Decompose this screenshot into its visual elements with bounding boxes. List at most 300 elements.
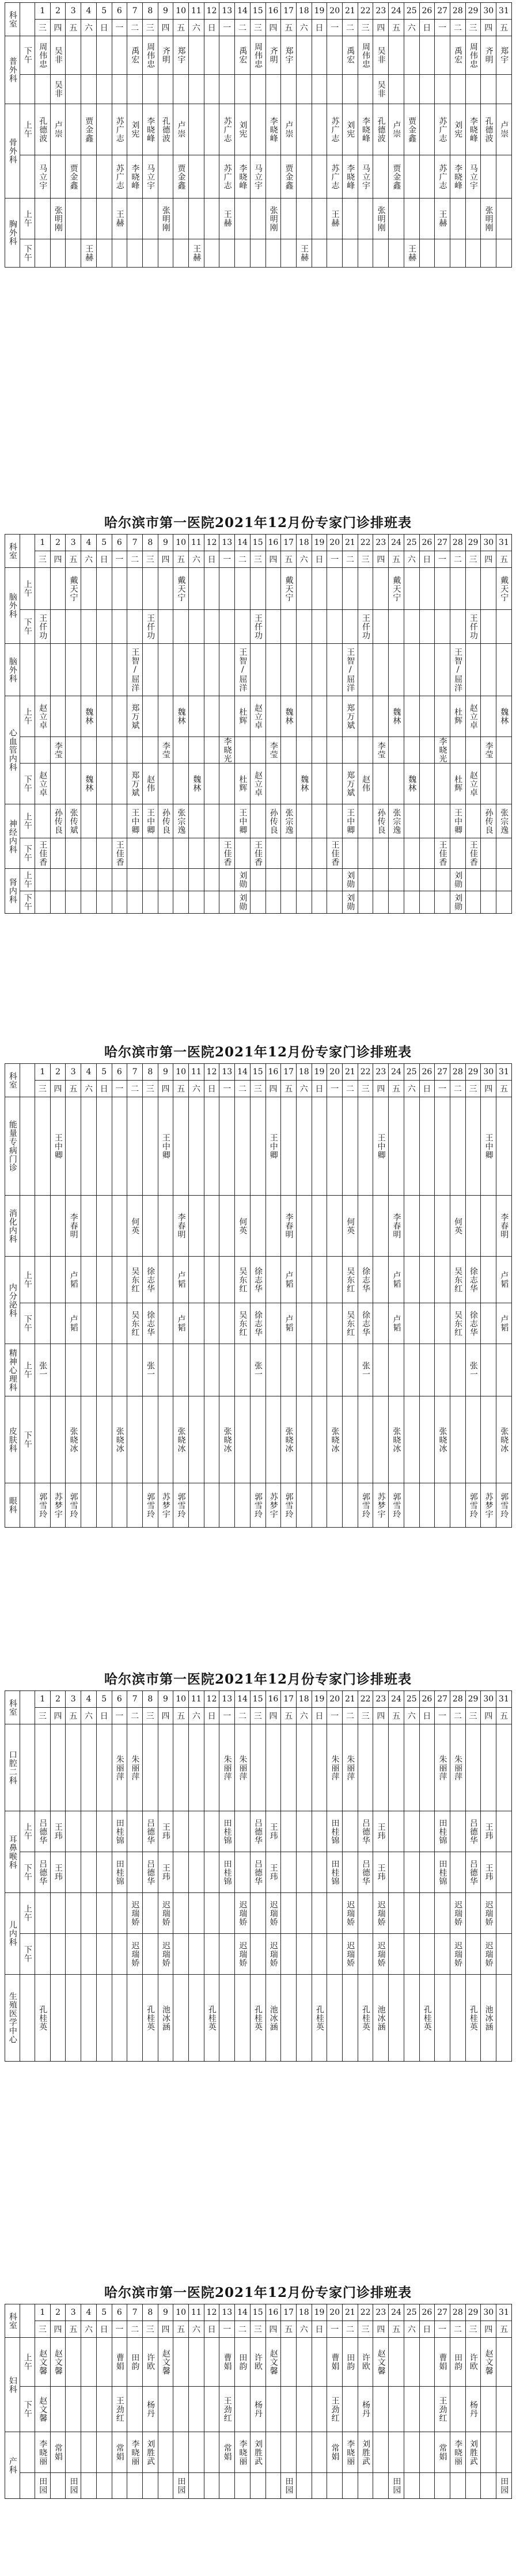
doctor-name: 吕德华 (361, 1859, 370, 1886)
weekday-cell: 四 (373, 551, 389, 568)
table-row (5, 1483, 512, 1528)
department-name: 眼科 (7, 1497, 17, 1514)
doctor-name: 何英 (346, 1217, 355, 1235)
schedule-cell (465, 1852, 481, 1893)
schedule-cell (127, 36, 143, 75)
schedule-cell (373, 644, 389, 696)
doctor-name: 周伟忠 (38, 42, 48, 68)
doctor-name: 刘勋 (238, 871, 248, 888)
date-cell: 16 (265, 1691, 281, 1708)
schedule-cell (450, 199, 465, 239)
schedule-cell (373, 610, 389, 644)
schedule-cell (204, 1303, 219, 1344)
schedule-cell (189, 1852, 204, 1893)
weekday-cell: 日 (204, 20, 219, 36)
schedule-cell (142, 869, 158, 891)
schedule-cell (158, 104, 173, 155)
weekday-cell: 六 (81, 2321, 97, 2338)
doctor-name: 田园 (284, 2477, 294, 2494)
schedule-cell (389, 804, 404, 838)
doctor-name: 刘勋 (238, 894, 248, 911)
schedule-cell (81, 1257, 97, 1303)
schedule-cell (204, 1724, 219, 1811)
schedule-cell (96, 1483, 112, 1528)
schedule-cell (219, 104, 235, 155)
schedule-cell (389, 1724, 404, 1811)
schedule-cell (496, 75, 512, 104)
doctor-name: 田园 (392, 2477, 401, 2494)
schedule-cell (127, 199, 143, 239)
date-cell: 31 (496, 2304, 512, 2321)
schedule-cell (158, 1344, 173, 1396)
date-cell: 25 (404, 1064, 419, 1081)
schedule-cell (404, 1257, 419, 1303)
schedule-cell (81, 1724, 97, 1811)
department-cell (5, 1344, 20, 1396)
schedule-cell (96, 199, 112, 239)
doctor-name: 戴天宁 (69, 575, 78, 602)
weekday-cell: 日 (419, 1081, 435, 1097)
date-cell: 23 (373, 1691, 389, 1708)
schedule-cell (327, 1396, 343, 1483)
weekday-cell: 五 (389, 1081, 404, 1097)
doctor-name: 郭雪玲 (176, 1492, 186, 1518)
schedule-cell (312, 568, 327, 610)
schedule-cell (158, 1852, 173, 1893)
schedule-cell (127, 610, 143, 644)
schedule-cell (158, 764, 173, 804)
schedule-cell (281, 838, 297, 869)
doctor-name: 王赫 (222, 210, 232, 227)
schedule-cell (66, 644, 81, 696)
schedule-cell (265, 610, 281, 644)
doctor-name: 朱丽萍 (453, 1754, 463, 1781)
doctor-name: 王赫 (115, 210, 124, 227)
schedule-cell (496, 838, 512, 869)
date-cell: 2 (50, 535, 66, 551)
schedule-cell (250, 2432, 265, 2473)
doctor-name: 苏梦宇 (161, 1492, 170, 1518)
schedule-cell (496, 1097, 512, 1196)
schedule-cell (496, 1196, 512, 1257)
weekday-cell: 三 (35, 1081, 51, 1097)
period-label: 下午 (22, 245, 32, 262)
schedule-cell (343, 104, 358, 155)
schedule-cell (465, 104, 481, 155)
schedule-cell (158, 1303, 173, 1344)
period-cell (20, 239, 35, 268)
schedule-cell (235, 610, 251, 644)
schedule-cell (204, 644, 219, 696)
header-period (20, 535, 35, 568)
schedule-cell (250, 869, 265, 891)
schedule-cell (389, 1097, 404, 1196)
weekday-cell: 六 (296, 1081, 312, 1097)
schedule-cell (127, 1934, 143, 1975)
doctor-name: 刘宪 (346, 121, 355, 138)
schedule-cell (312, 1724, 327, 1811)
schedule-cell (250, 36, 265, 75)
schedule-cell (158, 1811, 173, 1852)
doctor-name: 苏广志 (330, 116, 340, 143)
schedule-cell (50, 75, 66, 104)
table-row (5, 1893, 512, 1934)
doctor-name: 朱丽萍 (222, 1754, 232, 1781)
schedule-cell (81, 155, 97, 199)
schedule-cell (50, 36, 66, 75)
doctor-name: 迟瑞娇 (268, 1941, 278, 1967)
schedule-cell (127, 239, 143, 268)
doctor-name: 郑万斌 (346, 770, 355, 797)
schedule-cell (250, 1303, 265, 1344)
doctor-name: 王劲红 (330, 2396, 340, 2422)
doctor-name: 王仟功 (253, 613, 263, 640)
schedule-cell (343, 838, 358, 869)
doctor-name: 张晓冰 (330, 1426, 340, 1453)
header-period (20, 1691, 35, 1724)
date-cell: 17 (281, 1064, 297, 1081)
schedule-cell (265, 737, 281, 764)
weekday-cell: 五 (389, 551, 404, 568)
schedule-cell (435, 1811, 450, 1852)
weekday-cell: 四 (481, 20, 496, 36)
doctor-name: 朱丽萍 (238, 1754, 248, 1781)
doctor-name: 卢韬 (499, 1271, 509, 1288)
schedule-cell (358, 36, 373, 75)
schedule-cell (127, 1975, 143, 2062)
schedule-cell (50, 838, 66, 869)
doctor-name: 郭雪玲 (38, 1492, 48, 1518)
doctor-name: 郭雪玲 (284, 1492, 294, 1518)
weekday-cell: 四 (481, 2321, 496, 2338)
schedule-cell (327, 1196, 343, 1257)
doctor-name: 何英 (453, 1217, 463, 1235)
date-cell: 19 (312, 2304, 327, 2321)
doctor-name: 卢崇 (392, 121, 401, 138)
schedule-cell (50, 568, 66, 610)
schedule-cell (250, 568, 265, 610)
schedule-cell (450, 2338, 465, 2387)
schedule-cell (96, 75, 112, 104)
schedule-cell (496, 1303, 512, 1344)
schedule-cell (35, 1344, 51, 1396)
doctor-name: 戴天宁 (392, 575, 401, 602)
schedule-cell (450, 1893, 465, 1934)
weekday-cell: 六 (296, 20, 312, 36)
schedule-cell (358, 804, 373, 838)
table-row (5, 1257, 512, 1303)
schedule-cell (373, 1344, 389, 1396)
period-cell (20, 1975, 35, 2062)
schedule-cell (327, 696, 343, 737)
schedule-cell (265, 104, 281, 155)
schedule-cell (219, 696, 235, 737)
date-cell: 10 (173, 1691, 189, 1708)
schedule-cell (81, 1893, 97, 1934)
doctor-name: 孙传良 (161, 808, 170, 834)
schedule-cell (50, 1852, 66, 1893)
schedule-cell (404, 1893, 419, 1934)
weekday-cell: 日 (204, 2321, 219, 2338)
schedule-cell (66, 696, 81, 737)
schedule-cell (296, 1483, 312, 1528)
schedule-cell (419, 1975, 435, 2062)
schedule-cell (327, 104, 343, 155)
date-cell: 5 (96, 1691, 112, 1708)
date-cell: 17 (281, 1691, 297, 1708)
weekday-cell: 三 (465, 2321, 481, 2338)
schedule-cell (496, 737, 512, 764)
schedule-cell (235, 104, 251, 155)
schedule-cell (96, 155, 112, 199)
schedule-cell (204, 1097, 219, 1196)
weekday-cell: 日 (96, 2321, 112, 2338)
schedule-cell (312, 1257, 327, 1303)
date-cell: 4 (81, 2304, 97, 2321)
doctor-name: 郭雪玲 (392, 1492, 401, 1518)
schedule-cell (66, 1934, 81, 1975)
schedule-cell (173, 1934, 189, 1975)
date-cell: 3 (66, 1691, 81, 1708)
schedule-cell (343, 869, 358, 891)
header-row-weekdays (5, 20, 512, 36)
doctor-name: 池冰涵 (484, 2005, 494, 2031)
date-cell: 2 (50, 2304, 66, 2321)
schedule-cell (235, 2432, 251, 2473)
schedule-cell (481, 568, 496, 610)
schedule-cell (265, 1483, 281, 1528)
weekday-cell: 六 (296, 2321, 312, 2338)
schedule-cell (127, 1724, 143, 1811)
schedule-cell (481, 737, 496, 764)
schedule-cell (373, 891, 389, 914)
header-row-dates (5, 3, 512, 20)
schedule-cell (465, 1396, 481, 1483)
schedule-cell (435, 1257, 450, 1303)
doctor-name: 魏林 (176, 708, 186, 725)
header-department (5, 2304, 20, 2338)
doctor-name: 王中卿 (268, 1133, 278, 1159)
schedule-cell (419, 838, 435, 869)
date-cell: 8 (142, 1064, 158, 1081)
schedule-cell (235, 804, 251, 838)
doctor-name: 苏梦宇 (53, 1492, 63, 1518)
schedule-cell (81, 891, 97, 914)
schedule-cell (281, 1344, 297, 1396)
schedule-cell (465, 2338, 481, 2387)
doctor-name: 池冰涵 (268, 2005, 278, 2031)
doctor-name: 吴东红 (238, 1310, 248, 1337)
schedule-cell (96, 764, 112, 804)
schedule-cell (465, 2387, 481, 2432)
date-cell: 24 (389, 1691, 404, 1708)
doctor-name: 朱丽萍 (130, 1754, 140, 1781)
weekday-cell: 三 (250, 20, 265, 36)
schedule-cell (481, 1097, 496, 1196)
weekday-cell: 日 (204, 1081, 219, 1097)
date-cell: 7 (127, 1064, 143, 1081)
schedule-cell (127, 1257, 143, 1303)
table-row (5, 1934, 512, 1975)
schedule-cell (112, 610, 127, 644)
schedule-cell (481, 199, 496, 239)
weekday-cell: 六 (296, 551, 312, 568)
schedule-cell (296, 104, 312, 155)
schedule-cell (435, 1196, 450, 1257)
schedule-cell (281, 104, 297, 155)
doctor-name: 王赫 (299, 245, 309, 262)
schedule-cell (66, 2473, 81, 2499)
date-cell: 18 (296, 3, 312, 20)
department-name: 皮肤科 (7, 1426, 17, 1453)
header-row-dates (5, 2304, 512, 2321)
period-cell (20, 104, 35, 155)
schedule-cell (465, 568, 481, 610)
schedule-cell (173, 891, 189, 914)
department-name: 肾内科 (7, 878, 17, 904)
date-cell: 11 (189, 535, 204, 551)
schedule-cell (465, 696, 481, 737)
schedule-cell (343, 1303, 358, 1344)
schedule-cell (96, 838, 112, 869)
table-row (5, 764, 512, 804)
doctor-name: 张宗逸 (392, 808, 401, 834)
schedule-table (5, 2, 512, 268)
doctor-name: 张一 (253, 1361, 263, 1379)
weekday-cell: 三 (142, 551, 158, 568)
doctor-name: 杨丹 (253, 2401, 263, 2418)
schedule-cell (204, 2387, 219, 2432)
weekday-cell: 五 (281, 1081, 297, 1097)
doctor-name: 郑宇 (176, 47, 186, 64)
schedule-cell (358, 2338, 373, 2387)
schedule-cell (343, 1893, 358, 1934)
date-cell: 18 (296, 1691, 312, 1708)
doctor-name: 王仟功 (361, 613, 370, 640)
schedule-cell (327, 1257, 343, 1303)
schedule-cell (204, 869, 219, 891)
schedule-cell (127, 696, 143, 737)
schedule-cell (235, 1396, 251, 1483)
doctor-name: 王中卿 (453, 808, 463, 834)
schedule-cell (81, 644, 97, 696)
schedule-cell (327, 891, 343, 914)
schedule-cell (81, 2387, 97, 2432)
doctor-name: 杜辉 (238, 708, 248, 725)
schedule-cell (250, 1257, 265, 1303)
department-name: 内分泌科 (7, 1283, 17, 1318)
department-cell (5, 1724, 20, 1811)
doctor-name: 朱丽萍 (438, 1754, 447, 1781)
schedule-cell (96, 1934, 112, 1975)
department-cell (5, 2338, 20, 2432)
weekday-cell: 六 (189, 1081, 204, 1097)
period-cell (20, 1396, 35, 1483)
schedule-cell (496, 36, 512, 75)
doctor-name: 魏林 (299, 775, 309, 792)
date-cell: 23 (373, 535, 389, 551)
doctor-name: 杜辉 (453, 775, 463, 792)
weekday-cell: 四 (158, 20, 173, 36)
schedule-cell (127, 1396, 143, 1483)
date-cell: 24 (389, 2304, 404, 2321)
doctor-name: 苏广志 (330, 163, 340, 190)
schedule-cell (265, 1934, 281, 1975)
date-cell: 16 (265, 535, 281, 551)
date-cell: 31 (496, 3, 512, 20)
date-cell: 20 (327, 3, 343, 20)
doctor-name: 田园 (499, 2477, 509, 2494)
schedule-cell (450, 2387, 465, 2432)
schedule-cell (112, 838, 127, 869)
schedule-cell (235, 869, 251, 891)
doctor-name: 迟瑞娇 (130, 1941, 140, 1967)
doctor-name: 迟瑞娇 (346, 1900, 355, 1926)
schedule-cell (404, 696, 419, 737)
weekday-cell: 二 (450, 2321, 465, 2338)
doctor-name: 朱丽萍 (346, 1754, 355, 1781)
schedule-cell (81, 838, 97, 869)
schedule-cell (327, 75, 343, 104)
schedule-cell (112, 1811, 127, 1852)
doctor-name: 郭雪玲 (253, 1492, 263, 1518)
schedule-cell (419, 75, 435, 104)
schedule-cell (250, 2387, 265, 2432)
schedule-cell (127, 891, 143, 914)
date-cell: 30 (481, 1064, 496, 1081)
schedule-cell (496, 1724, 512, 1811)
date-cell: 27 (435, 1064, 450, 1081)
schedule-cell (35, 1811, 51, 1852)
doctor-name: 李春明 (284, 1213, 294, 1239)
schedule-cell (404, 1303, 419, 1344)
schedule-cell (296, 1811, 312, 1852)
schedule-cell (312, 1303, 327, 1344)
weekday-cell: 二 (343, 1081, 358, 1097)
schedule-cell (481, 239, 496, 268)
schedule-cell (465, 737, 481, 764)
doctor-name: 田桂锦 (222, 1818, 232, 1845)
schedule-cell (373, 155, 389, 199)
schedule-cell (250, 804, 265, 838)
schedule-cell (481, 1483, 496, 1528)
period-cell (20, 1724, 35, 1811)
schedule-cell (496, 1483, 512, 1528)
department-cell (5, 1893, 20, 1975)
schedule-cell (296, 891, 312, 914)
schedule-cell (373, 764, 389, 804)
date-cell: 29 (465, 2304, 481, 2321)
schedule-cell (189, 2432, 204, 2473)
doctor-name: 齐明 (161, 47, 170, 64)
schedule-cell (481, 804, 496, 838)
schedule-cell (296, 1852, 312, 1893)
schedule-cell (281, 2473, 297, 2499)
doctor-name: 朱丽萍 (115, 1754, 124, 1781)
weekday-cell: 三 (250, 2321, 265, 2338)
doctor-name: 王中卿 (346, 808, 355, 834)
schedule-cell (127, 104, 143, 155)
schedule-cell (450, 1344, 465, 1396)
schedule-cell (250, 239, 265, 268)
date-cell: 30 (481, 2304, 496, 2321)
schedule-cell (142, 199, 158, 239)
schedule-cell (142, 1303, 158, 1344)
doctor-name: 李莹 (268, 741, 278, 759)
schedule-cell (66, 239, 81, 268)
schedule-cell (312, 104, 327, 155)
schedule-cell (389, 2387, 404, 2432)
